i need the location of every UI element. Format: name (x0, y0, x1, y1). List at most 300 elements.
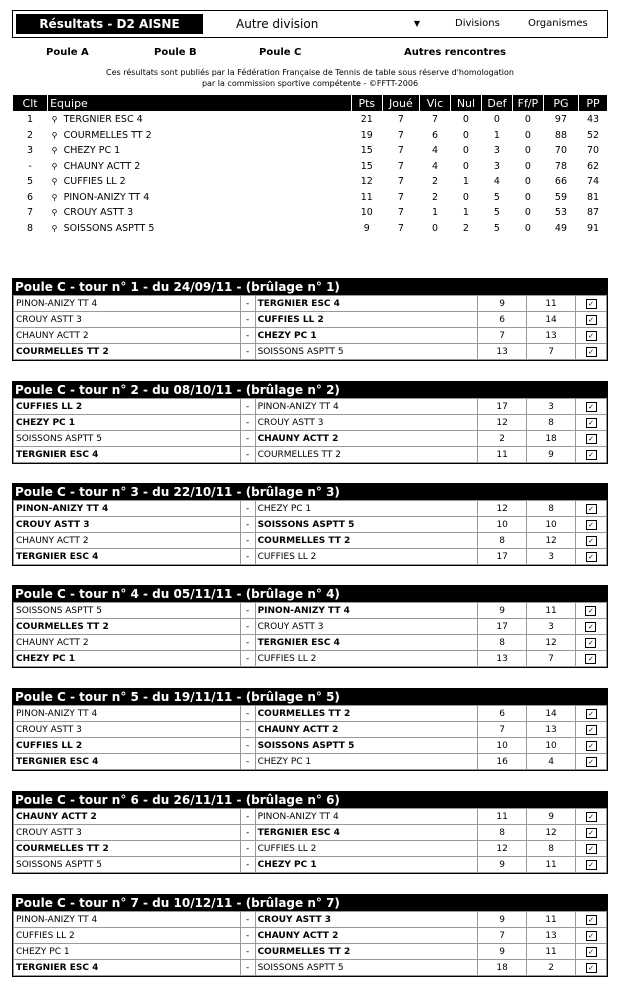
separator: - (240, 501, 255, 517)
match-row (14, 517, 607, 533)
team-cell (48, 128, 352, 144)
table-cell: 0 (524, 207, 531, 219)
round-title: Poule C - tour n° 7 - du 10/12/11 - (brûlage n° 7) (13, 895, 607, 911)
table-cell: 97 (554, 114, 567, 126)
round-table (13, 808, 607, 873)
separator: - (240, 415, 255, 431)
match-sheet-icon[interactable]: ✓ (586, 434, 597, 444)
home-score: 8 (478, 825, 527, 841)
round-table (13, 500, 607, 565)
home-score: 7 (478, 328, 527, 344)
away-score: 11 (527, 912, 576, 928)
match-row (14, 809, 607, 825)
match-sheet-icon[interactable]: ✓ (586, 331, 597, 341)
home-team: TERGNIER ESC 4 (14, 754, 241, 770)
sheet-cell (576, 841, 607, 857)
column-header: Equipe (48, 95, 352, 112)
home-team: CROUY ASTT 3 (14, 825, 241, 841)
separator: - (240, 296, 255, 312)
separator: - (240, 809, 255, 825)
sheet-cell (576, 533, 607, 549)
table-cell: 1 (431, 207, 438, 219)
sheet-cell (576, 706, 607, 722)
away-score: 9 (527, 809, 576, 825)
round-block (12, 483, 608, 566)
away-team: SOISSONS ASPTT 5 (255, 738, 478, 754)
home-score: 8 (478, 635, 527, 651)
table-cell: 5 (27, 176, 34, 188)
sheet-cell (576, 944, 607, 960)
match-sheet-icon[interactable]: ✓ (586, 552, 597, 562)
home-score: 8 (478, 533, 527, 549)
home-team: CHAUNY ACTT 2 (14, 533, 241, 549)
match-sheet-icon[interactable]: ✓ (586, 812, 597, 822)
team-icon[interactable]: ⚲ (51, 208, 58, 218)
table-cell: 81 (586, 191, 600, 203)
team-link[interactable]: COURMELLES TT 2 (63, 129, 152, 141)
sheet-cell (576, 928, 607, 944)
home-score: 12 (478, 501, 527, 517)
organismes-link[interactable]: Organismes (528, 18, 588, 29)
match-sheet-icon[interactable]: ✓ (586, 299, 597, 309)
table-cell: 1 (27, 114, 34, 126)
table-row (13, 221, 608, 237)
round-block (12, 585, 608, 668)
sheet-cell (576, 825, 607, 841)
home-team: TERGNIER ESC 4 (14, 447, 241, 463)
sheet-cell (576, 912, 607, 928)
match-sheet-icon[interactable]: ✓ (586, 536, 597, 546)
sheet-cell (576, 415, 607, 431)
poule-a-link[interactable]: Poule A (46, 47, 89, 58)
table-cell: 2 (431, 176, 438, 188)
home-team: TERGNIER ESC 4 (14, 960, 241, 976)
table-cell: 4 (493, 176, 500, 188)
column-header: Pts (351, 95, 382, 112)
team-link[interactable]: PINON-ANIZY TT 4 (63, 191, 150, 203)
separator: - (240, 312, 255, 328)
table-row (13, 112, 608, 128)
table-row (13, 159, 608, 175)
home-team: CROUY ASTT 3 (14, 517, 241, 533)
sheet-cell (576, 549, 607, 565)
match-row (14, 960, 607, 976)
away-team: CROUY ASTT 3 (255, 912, 478, 928)
match-sheet-icon[interactable]: ✓ (585, 622, 596, 632)
away-score: 11 (527, 944, 576, 960)
poule-b-link[interactable]: Poule B (154, 47, 197, 58)
home-team: CUFFIES LL 2 (14, 928, 241, 944)
home-team: PINON-ANIZY TT 4 (14, 706, 241, 722)
match-sheet-icon[interactable]: ✓ (586, 520, 597, 530)
table-cell: 7 (397, 160, 404, 172)
table-cell: 7 (397, 114, 404, 126)
divisions-link[interactable]: Divisions (455, 18, 500, 29)
home-team: CHEZY PC 1 (14, 651, 241, 667)
separator: - (240, 619, 255, 635)
match-sheet-icon[interactable]: ✓ (585, 606, 596, 616)
home-team: SOISSONS ASPTT 5 (14, 857, 241, 873)
legal-note-line: par la commission sportive compétente - ©FFTT-2006 (201, 79, 419, 88)
team-icon[interactable]: ⚲ (51, 192, 58, 202)
match-row (14, 603, 607, 619)
team-icon[interactable]: ⚲ (51, 223, 58, 233)
table-cell: 53 (554, 207, 567, 219)
match-sheet-icon[interactable]: ✓ (586, 450, 597, 460)
home-score: 7 (478, 722, 527, 738)
home-team: PINON-ANIZY TT 4 (14, 912, 241, 928)
table-cell: 52 (586, 129, 600, 141)
team-icon[interactable]: ⚲ (51, 177, 58, 187)
table-cell: 7 (397, 222, 404, 234)
table-cell: 7 (397, 191, 404, 203)
column-header: PG (543, 95, 578, 112)
away-team: PINON-ANIZY TT 4 (255, 399, 478, 415)
separator: - (240, 549, 255, 565)
match-row (14, 928, 607, 944)
table-cell: 11 (360, 191, 373, 203)
sheet-cell (576, 960, 607, 976)
away-team: CHAUNY ACTT 2 (255, 928, 478, 944)
sheet-cell (576, 312, 607, 328)
sheet-cell (576, 501, 607, 517)
team-link[interactable]: TERGNIER ESC 4 (63, 114, 143, 126)
sheet-cell (576, 344, 607, 360)
sheet-cell (576, 722, 607, 738)
table-row (13, 128, 608, 144)
away-team: CHEZY PC 1 (255, 328, 478, 344)
away-team: TERGNIER ESC 4 (255, 825, 478, 841)
table-cell: 4 (431, 160, 438, 172)
match-row (14, 431, 607, 447)
table-cell: 59 (554, 191, 567, 203)
team-cell (48, 159, 352, 175)
match-sheet-icon[interactable]: ✓ (586, 741, 597, 751)
sheet-cell (575, 603, 606, 619)
table-cell: 0 (524, 145, 531, 157)
sheet-cell (576, 399, 607, 415)
away-team: PINON-ANIZY TT 4 (255, 809, 478, 825)
away-score: 8 (527, 501, 576, 517)
match-row (14, 635, 607, 651)
away-score: 3 (527, 399, 576, 415)
match-sheet-icon[interactable]: ✓ (585, 638, 596, 648)
table-cell: 7 (397, 145, 404, 157)
home-team: COURMELLES TT 2 (14, 841, 241, 857)
separator: - (240, 912, 255, 928)
round-block (12, 894, 608, 977)
table-cell: 7 (397, 207, 404, 219)
away-team: COURMELLES TT 2 (255, 706, 478, 722)
separator: - (240, 328, 255, 344)
team-link[interactable]: CHAUNY ACTT 2 (63, 160, 141, 172)
team-icon[interactable]: ⚲ (51, 130, 58, 140)
table-cell: 12 (360, 176, 373, 188)
match-sheet-icon[interactable]: ✓ (586, 757, 597, 767)
away-team: CHAUNY ACTT 2 (255, 431, 478, 447)
table-cell: 0 (524, 176, 531, 188)
away-score: 13 (527, 928, 576, 944)
match-row (14, 501, 607, 517)
home-team: CUFFIES LL 2 (14, 399, 241, 415)
round-title: Poule C - tour n° 4 - du 05/11/11 - (brûlage n° 4) (13, 586, 607, 602)
separator: - (240, 447, 255, 463)
match-sheet-icon[interactable]: ✓ (586, 947, 597, 957)
team-link[interactable]: CUFFIES LL 2 (63, 176, 126, 188)
home-score: 17 (478, 399, 527, 415)
table-cell: 2 (462, 222, 469, 234)
table-cell: 7 (397, 176, 404, 188)
table-cell: 70 (554, 145, 567, 157)
separator: - (240, 960, 255, 976)
home-score: 9 (478, 603, 527, 619)
home-score: 11 (478, 447, 527, 463)
home-team: PINON-ANIZY TT 4 (14, 296, 241, 312)
match-row (14, 841, 607, 857)
match-sheet-icon[interactable]: ✓ (586, 402, 597, 412)
home-score: 9 (478, 296, 527, 312)
separator: - (240, 944, 255, 960)
team-icon[interactable]: ⚲ (51, 161, 58, 171)
sheet-cell (576, 447, 607, 463)
table-cell: 74 (586, 176, 600, 188)
round-block (12, 791, 608, 874)
home-team: CHEZY PC 1 (14, 415, 241, 431)
match-row (14, 533, 607, 549)
table-cell: 8 (27, 222, 34, 234)
away-team: TERGNIER ESC 4 (255, 296, 478, 312)
match-row (14, 619, 607, 635)
legal-note-line: Ces résultats sont publiés par la Fédération Française de Tennis de table sous réserve d'homologation (105, 68, 514, 77)
away-score: 13 (527, 722, 576, 738)
match-sheet-icon[interactable]: ✓ (586, 844, 597, 854)
team-cell (48, 112, 352, 128)
separator: - (240, 517, 255, 533)
table-cell: 0 (462, 160, 469, 172)
match-sheet-icon[interactable]: ✓ (586, 725, 597, 735)
team-cell (48, 174, 352, 190)
table-cell: 19 (360, 129, 373, 141)
home-score: 9 (478, 857, 527, 873)
table-cell: 0 (524, 160, 531, 172)
autres-rencontres-link[interactable]: Autres rencontres (404, 47, 506, 58)
column-header: Joué (382, 95, 419, 112)
legal-note (12, 67, 608, 89)
match-row (14, 738, 607, 754)
round-title: Poule C - tour n° 2 - du 08/10/11 - (brûlage n° 2) (13, 382, 607, 398)
table-cell: 1 (493, 129, 500, 141)
away-score: 11 (527, 603, 576, 619)
match-sheet-icon[interactable]: ✓ (586, 931, 597, 941)
match-sheet-icon[interactable]: ✓ (586, 709, 597, 719)
match-sheet-icon[interactable]: ✓ (586, 828, 597, 838)
match-row (14, 722, 607, 738)
match-sheet-icon[interactable]: ✓ (586, 860, 597, 870)
away-score: 14 (527, 706, 576, 722)
table-cell: 5 (493, 191, 500, 203)
away-team: COURMELLES TT 2 (255, 533, 478, 549)
away-score: 12 (527, 635, 576, 651)
table-cell: 3 (27, 145, 34, 157)
round-table (13, 705, 607, 770)
away-team: CHEZY PC 1 (255, 857, 478, 873)
home-score: 11 (478, 809, 527, 825)
away-team: TERGNIER ESC 4 (255, 635, 478, 651)
table-row (13, 174, 608, 190)
table-cell: 0 (462, 114, 469, 126)
match-row (14, 344, 607, 360)
match-row (14, 447, 607, 463)
table-cell: 2 (431, 191, 438, 203)
home-score: 12 (478, 415, 527, 431)
separator: - (240, 841, 255, 857)
team-link[interactable]: CROUY ASTT 3 (63, 207, 134, 219)
away-team: CHAUNY ACTT 2 (255, 722, 478, 738)
team-link[interactable]: SOISSONS ASPTT 5 (63, 222, 155, 234)
match-sheet-icon[interactable]: ✓ (586, 347, 597, 357)
table-cell: 0 (524, 129, 531, 141)
home-team: CHEZY PC 1 (14, 944, 241, 960)
round-block (12, 381, 608, 464)
table-cell: 2 (27, 129, 34, 141)
away-score: 8 (527, 841, 576, 857)
chevron-down-icon: ▼ (413, 19, 420, 28)
table-cell: 78 (554, 160, 567, 172)
home-score: 13 (478, 651, 527, 667)
separator: - (240, 825, 255, 841)
match-row (14, 651, 607, 667)
separator: - (240, 533, 255, 549)
away-score: 10 (527, 517, 576, 533)
home-team: TERGNIER ESC 4 (14, 549, 241, 565)
column-header: Nul (450, 95, 481, 112)
match-row (14, 328, 607, 344)
sheet-cell (576, 296, 607, 312)
home-team: CHAUNY ACTT 2 (14, 635, 241, 651)
table-cell: 15 (360, 160, 373, 172)
home-score: 13 (478, 344, 527, 360)
table-cell: 91 (586, 222, 600, 234)
table-cell: 0 (524, 222, 531, 234)
column-header: Clt (13, 95, 48, 112)
team-icon[interactable]: ⚲ (51, 146, 58, 156)
away-score: 18 (527, 431, 576, 447)
round-title: Poule C - tour n° 5 - du 19/11/11 - (brûlage n° 5) (13, 689, 607, 705)
table-cell: 0 (524, 114, 531, 126)
away-team: SOISSONS ASPTT 5 (255, 517, 478, 533)
team-cell (48, 205, 352, 221)
table-cell: 4 (431, 145, 438, 157)
round-table (13, 602, 607, 667)
home-team: CROUY ASTT 3 (14, 722, 241, 738)
sheet-cell (575, 651, 606, 667)
separator: - (240, 431, 255, 447)
separator: - (240, 754, 255, 770)
sheet-cell (576, 738, 607, 754)
standings-table (12, 94, 608, 236)
table-cell: 49 (554, 222, 567, 234)
away-score: 12 (527, 533, 576, 549)
column-header: Vic (419, 95, 450, 112)
away-score: 11 (527, 857, 576, 873)
table-row (13, 205, 608, 221)
team-icon[interactable]: ⚲ (51, 115, 58, 125)
table-cell: 43 (586, 114, 600, 126)
home-score: 17 (478, 549, 527, 565)
team-cell (48, 143, 352, 159)
match-sheet-icon[interactable]: ✓ (586, 915, 597, 925)
match-sheet-icon[interactable]: ✓ (585, 654, 596, 664)
match-row (14, 857, 607, 873)
poule-c-link[interactable]: Poule C (259, 47, 302, 58)
table-cell: 70 (586, 145, 600, 157)
home-team: SOISSONS ASPTT 5 (14, 431, 241, 447)
home-score: 7 (478, 928, 527, 944)
round-table (13, 398, 607, 463)
match-sheet-icon[interactable]: ✓ (586, 963, 597, 973)
away-team: CUFFIES LL 2 (255, 841, 478, 857)
standings-header (13, 95, 608, 112)
away-team: CUFFIES LL 2 (255, 312, 478, 328)
away-score: 8 (527, 415, 576, 431)
sheet-cell (576, 809, 607, 825)
match-sheet-icon[interactable]: ✓ (586, 418, 597, 428)
away-score: 3 (527, 619, 576, 635)
match-row (14, 944, 607, 960)
table-cell: 7 (431, 114, 438, 126)
separator: - (240, 399, 255, 415)
table-cell: 87 (586, 207, 600, 219)
sheet-cell (576, 517, 607, 533)
home-score: 6 (478, 706, 527, 722)
table-cell: 0 (462, 191, 469, 203)
table-cell: 5 (493, 207, 500, 219)
division-select[interactable] (236, 14, 426, 34)
team-cell (48, 190, 352, 206)
away-team: CUFFIES LL 2 (255, 651, 478, 667)
round-title: Poule C - tour n° 3 - du 22/10/11 - (brûlage n° 3) (13, 484, 607, 500)
home-team: CHAUNY ACTT 2 (14, 809, 241, 825)
round-block (12, 688, 608, 771)
column-header: Ff/P (512, 95, 543, 112)
away-score: 10 (527, 738, 576, 754)
sheet-cell (576, 431, 607, 447)
match-sheet-icon[interactable]: ✓ (586, 315, 597, 325)
home-score: 9 (478, 912, 527, 928)
separator: - (240, 635, 255, 651)
table-cell: 15 (360, 145, 373, 157)
table-cell: 0 (462, 129, 469, 141)
match-sheet-icon[interactable]: ✓ (586, 504, 597, 514)
table-cell: 21 (360, 114, 373, 126)
away-score: 3 (527, 549, 576, 565)
table-cell: 5 (493, 222, 500, 234)
division-select-value: Autre division (236, 17, 319, 31)
sheet-cell (575, 619, 606, 635)
separator: - (240, 603, 255, 619)
match-row (14, 415, 607, 431)
away-team: COURMELLES TT 2 (255, 447, 478, 463)
away-score: 12 (527, 825, 576, 841)
column-header: Def (481, 95, 512, 112)
round-block (12, 278, 608, 361)
match-row (14, 912, 607, 928)
table-cell: 0 (431, 222, 438, 234)
team-link[interactable]: CHEZY PC 1 (63, 145, 121, 157)
home-team: CROUY ASTT 3 (14, 312, 241, 328)
away-score: 11 (527, 296, 576, 312)
home-score: 12 (478, 841, 527, 857)
